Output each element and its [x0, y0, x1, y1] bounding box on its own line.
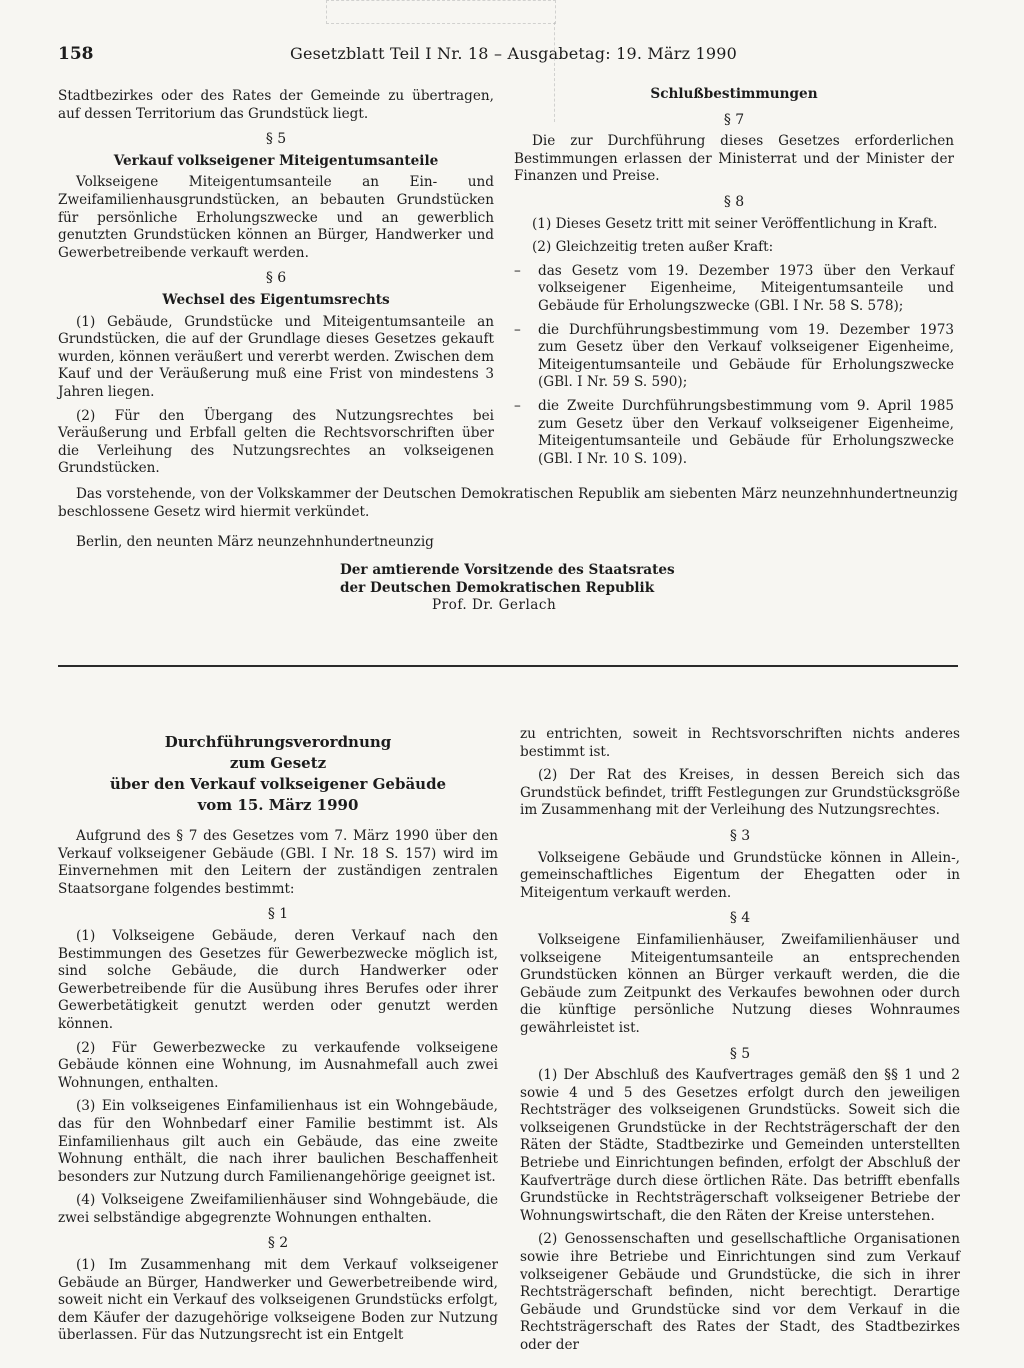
- reg-section-4-number: § 4: [729, 910, 751, 927]
- section-8-paragraph-1: (1) Dieses Gesetz tritt mit seiner Veröffentlichung in Kraft.: [532, 215, 938, 232]
- reg-section-1-number: § 1: [267, 906, 289, 923]
- reg-section-1-paragraph-4: (4) Volkseigene Zweifamilienhäuser sind Wohngebäude, die zwei selbständige abgegrenzte Wohnungen enthalten.: [58, 1192, 498, 1226]
- section-7-number: § 7: [723, 111, 745, 128]
- section-6-number: § 6: [265, 270, 287, 287]
- reg-section-3-text: Volkseigene Gebäude und Grundstücke können in Allein-, gemeinschaftliches Eigentum der Ehegatten oder in Miteigentum verkauft werden.: [520, 849, 960, 901]
- continuation-text: Stadtbezirkes oder des Rates der Gemeinde zu übertragen, auf dessen Territorium das Grundstück liegt.: [58, 88, 494, 122]
- reg-section-1-paragraph-3: (3) Ein volkseigenes Einfamilienhaus ist ein Wohngebäude, das für den Wohnbedarf einer Familie bestimmt ist. Als Einfamilienhaus gilt auch ein Gebäude, das eine zweite Wohnung enthält, die nach ihrer baulichen Beschaffenheit besonders zur Nutzung durch Familienangehörige geeignet ist.: [58, 1098, 498, 1185]
- reg-section-4-text: Volkseigene Einfamilienhäuser, Zweifamilienhäuser und volkseigene Miteigentumsanteile an entsprechenden Grundstücken können an Bürger verkauft werden, die die Gebäude zum Zeitpunkt des Verkaufes bewohnen oder durch die künftige persönliche Nutzung dieses Wohnraumes gewährleistet ist.: [520, 931, 960, 1036]
- place-date-line: [58, 534, 958, 552]
- repealed-law-item: – die Zweite Durchführungsbestimmung vom 9. April 1985 zum Gesetz über den Verkauf volkseigener Eigenheime, Miteigentumsanteile und Gebäude für Erholungszwecke (GBl. I Nr. 10 S. 109).: [514, 398, 954, 468]
- page-number: 158: [58, 44, 94, 64]
- top-left-column: [58, 88, 494, 484]
- regulation-title-line-2: zum Gesetz: [229, 754, 327, 772]
- place-date: Berlin, den neunten März neunzehnhundertneunzig: [76, 534, 434, 550]
- repealed-law-item: – das Gesetz vom 19. Dezember 1973 über den Verkauf volkseigener Eigenheime, Miteigentumsanteile und Gebäude für Erholungszwecke (GBl. I Nr. 58 S. 578);: [514, 263, 954, 316]
- reg-section-1-paragraph-2: (2) Für Gewerbezwecke zu verkaufende volkseigene Gebäude können eine Wohnung, im Ausnahmefall auch zwei Wohnungen, enthalten.: [58, 1039, 498, 1091]
- section-6-paragraph-1: (1) Gebäude, Grundstücke und Miteigentumsanteile an Grundstücken, die auf der Grundlage dieses Gesetzes gekauft wurden, können veräußert und vererbt werden. Zwischen dem Kauf und der Veräußerung muß eine Frist von mindestens 3 Jahren liegen.: [58, 313, 494, 400]
- repealed-law-item: – die Durchführungsbestimmung vom 19. Dezember 1973 zum Gesetz über den Verkauf volkseigener Eigenheime, Miteigentumsanteile und Gebäude für Erholungszwecke (GBl. I Nr. 59 S. 590);: [514, 322, 954, 392]
- regulation-title-line-1: Durchführungsverordnung: [164, 733, 392, 751]
- regulation-right-column: [520, 726, 960, 1361]
- section-5-number: § 5: [265, 131, 287, 148]
- reg-section-2-paragraph-1: (1) Im Zusammenhang mit dem Verkauf volkseigener Gebäude an Bürger, Handwerker und Gewerbetreibende wird, soweit nicht ein Verkauf des volkseigenen Grundstücks erfolgt, dem Käufer der dazugehörige volkseigene Boden zur Nutzung überlassen. Für das Nutzungsrecht ist ein Entgelt: [58, 1257, 498, 1344]
- signer-title-line-1: Der amtierende Vorsitzende des Staatsrates: [340, 562, 675, 578]
- section-8-number: § 8: [723, 193, 745, 210]
- reg-section-3-number: § 3: [729, 827, 751, 844]
- section-6-paragraph-2: (2) Für den Übergang des Nutzungsrechtes bei Veräußerung und Erbfall gelten die Rechtsvorschriften über die Verleihung des Nutzungsrechtes an volkseigenen Grundstücken.: [58, 407, 494, 477]
- enactment-text: [58, 486, 958, 521]
- regulation-left-column: [58, 732, 498, 1351]
- regulation-title-line-4: vom 15. März 1990: [197, 796, 359, 814]
- enactment-statement: Das vorstehende, von der Volkskammer der Deutschen Demokratischen Republik am siebenten März neunzehnhundertneunzig beschlossene Gesetz wird hiermit verkündet.: [58, 486, 958, 520]
- reg-section-5-number: § 5: [729, 1045, 751, 1062]
- reg-section-5-paragraph-1: (1) Der Abschluß des Kaufvertrages gemäß den §§ 1 und 2 sowie 4 und 5 des Gesetzes erfolgt durch den jeweiligen Rechtsträger des volkseigenen Grundstücks. Soweit sich die volkseigenen Grundstücke in der Rechtsträgerschaft der den Räten der Städte, Stadtbezirke und Gemeinden unterstellten Betriebe und Einrichtungen befinden, erfolgt der Abschluß der Kaufverträge durch diese örtlichen Räte. Das betrifft ebenfalls Grundstücke in Rechtsträgerschaft volkseigener Betriebe der Wohnungswirtschaft, die den Räten der Kreise unterstehen.: [520, 1067, 960, 1224]
- gazette-header-title: Gesetzblatt Teil I Nr. 18 – Ausgabetag: 19. März 1990: [290, 44, 738, 63]
- section-6-title: Wechsel des Eigentumsrechts: [162, 291, 390, 308]
- reg-section-2-number: § 2: [267, 1235, 289, 1252]
- section-8-paragraph-2: (2) Gleichzeitig treten außer Kraft:: [532, 239, 774, 256]
- page-header: [58, 44, 958, 74]
- signer-title-line-2: der Deutschen Demokratischen Republik: [340, 579, 655, 596]
- top-right-column: [514, 84, 954, 474]
- reg-section-2-paragraph-1-continued: zu entrichten, soweit in Rechtsvorschriften nichts anderes bestimmt ist.: [520, 726, 960, 760]
- final-provisions-title: Schlußbestimmungen: [650, 86, 818, 102]
- reg-section-5-paragraph-2: (2) Genossenschaften und gesellschaftliche Organisationen sowie ihre Betriebe und Einrichtungen sind zum Verkauf volkseigener Gebäude und Grundstücke, die sich in ihrer Rechtsträgerschaft befinden, nicht berechtigt. Derartige Gebäude und Grundstücke sind vor dem Verkauf in die Rechtsträgerschaft des Rates der Stadt, des Stadtbezirkes oder der: [520, 1231, 960, 1353]
- regulation-title-line-3: über den Verkauf volkseigener Gebäude: [109, 775, 447, 793]
- signer-name: Prof. Dr. Gerlach: [432, 597, 557, 614]
- signature-block: [340, 562, 740, 615]
- section-5-title: Verkauf volkseigener Miteigentumsanteile: [113, 152, 439, 169]
- section-separator: [58, 665, 958, 667]
- reg-section-1-paragraph-1: (1) Volkseigene Gebäude, deren Verkauf nach den Bestimmungen des Gesetzes für Gewerbezwecke möglich ist, sind solche Gebäude, die durch Handwerker oder Gewerbetreibende für die Ausübung ihres Berufes oder ihrer Gewerbetätigkeit genutzt werden oder genutzt werden können.: [58, 927, 498, 1032]
- regulation-title: [58, 732, 498, 816]
- reg-section-2-paragraph-2: (2) Der Rat des Kreises, in dessen Bereich sich das Grundstück befindet, trifft Festlegungen zur Grundstücksgröße im Zusammenhang mit der Verleihung des Nutzungsrechtes.: [520, 767, 960, 819]
- section-7-text: Die zur Durchführung dieses Gesetzes erforderlichen Bestimmungen erlassen der Ministerrat und der Minister der Finanzen und Preise.: [514, 133, 954, 185]
- regulation-preamble: Aufgrund des § 7 des Gesetzes vom 7. März 1990 über den Verkauf volkseigener Gebäude (GBl. I Nr. 18 S. 157) wird im Einvernehmen mit den Leitern der zuständigen zentralen Staatsorgane folgendes bestimmt:: [58, 828, 498, 897]
- section-5-text: Volkseigene Miteigentumsanteile an Ein- und Zweifamilienhausgrundstücken, an bebauten Grundstücken für persönliche Erholungszwecke und an gewerblich genutzten Grundstücken können an Bürger, Handwerker und Gewerbetreibende verkauft werden.: [58, 174, 494, 261]
- stamp-mark: [326, 0, 556, 24]
